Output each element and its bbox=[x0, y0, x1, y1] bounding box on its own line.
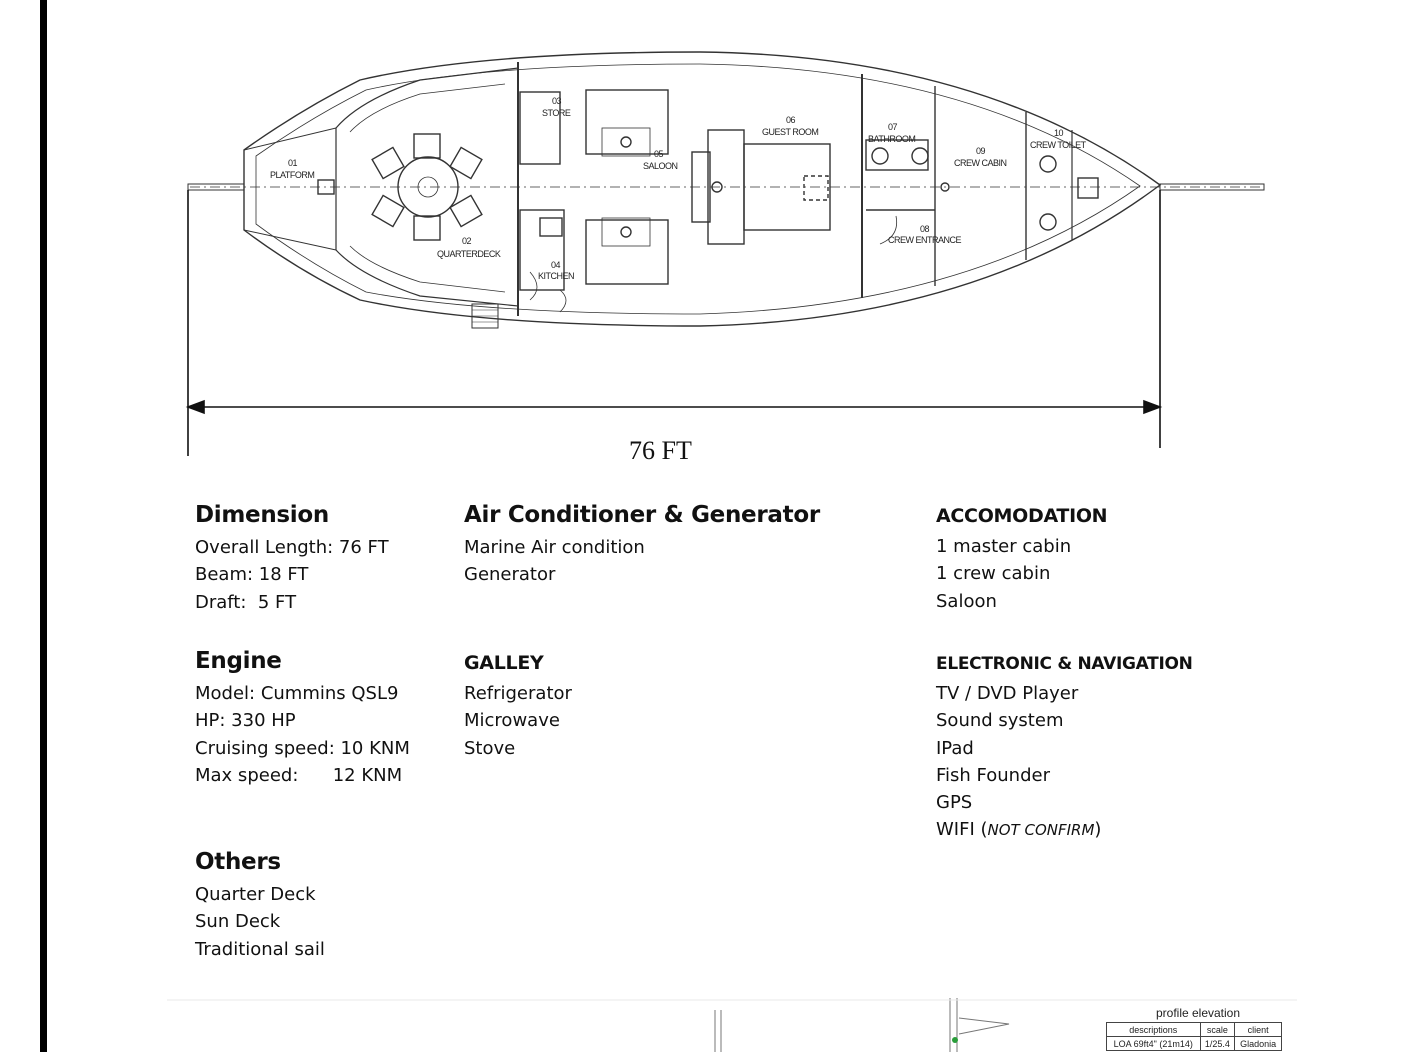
spec-item: Model: Cummins QSL9 bbox=[195, 683, 399, 704]
spec-item: Microwave bbox=[464, 710, 560, 732]
tb-cell: 1/25.4 bbox=[1200, 1037, 1235, 1051]
tb-cell: LOA 69ft4" (21m14) bbox=[1107, 1037, 1201, 1051]
spec-item: Refrigerator bbox=[464, 683, 572, 704]
spec-item: Marine Air condition bbox=[464, 537, 645, 558]
label-saloon: SALOON bbox=[643, 161, 678, 171]
length-dimension-label: 76 FT bbox=[629, 436, 692, 465]
title-block bbox=[1106, 1006, 1282, 1051]
engine-section bbox=[195, 648, 410, 789]
engine-title: Engine bbox=[195, 648, 282, 674]
tb-header: descriptions bbox=[1107, 1023, 1201, 1037]
label-crewcabin-num: 09 bbox=[976, 146, 986, 156]
aircon-title: Air Conditioner & Generator bbox=[464, 502, 820, 528]
spec-item: Saloon bbox=[936, 590, 997, 612]
title-block-heading: profile elevation bbox=[1155, 1006, 1241, 1020]
label-crewcabin: CREW CABIN bbox=[954, 158, 1007, 168]
label-crewtoilet-num: 10 bbox=[1054, 128, 1064, 138]
label-bathroom-num: 07 bbox=[888, 122, 898, 132]
label-kitchen: KITCHEN bbox=[538, 271, 575, 281]
spec-item: Quarter Deck bbox=[195, 884, 316, 905]
spec-item: Fish Founder bbox=[936, 764, 1050, 786]
tb-cell: Gladonia bbox=[1235, 1037, 1282, 1051]
spec-item: Stove bbox=[464, 737, 516, 759]
spec-item: Cruising speed: 10 KNM bbox=[195, 737, 410, 759]
tb-header: client bbox=[1235, 1023, 1282, 1037]
wifi-suffix: ) bbox=[1094, 819, 1102, 841]
spec-item: 1 master cabin bbox=[936, 536, 1072, 557]
dimension-section bbox=[195, 502, 389, 616]
label-platform-num: 01 bbox=[288, 158, 298, 168]
spec-item: Draft: 5 FT bbox=[195, 591, 297, 613]
spec-item: Sun Deck bbox=[195, 911, 281, 933]
spec-item: TV / DVD Player bbox=[936, 683, 1079, 704]
label-crewtoilet: CREW TOILET bbox=[1030, 140, 1086, 150]
label-crewentrance: CREW ENTRANCE bbox=[888, 235, 962, 245]
spec-item: 1 crew cabin bbox=[936, 563, 1051, 585]
wifi-note: NOT CONFIRM bbox=[987, 821, 1095, 840]
label-kitchen-num: 04 bbox=[551, 260, 561, 270]
galley-title: GALLEY bbox=[464, 652, 544, 674]
hull-inner bbox=[256, 64, 1140, 314]
spec-item: Generator bbox=[464, 564, 556, 586]
others-section bbox=[195, 849, 325, 963]
label-quarterdeck-num: 02 bbox=[462, 236, 472, 246]
spec-item: HP: 330 HP bbox=[195, 710, 296, 732]
label-crewentrance-num: 08 bbox=[920, 224, 930, 234]
label-guestroom-num: 06 bbox=[786, 115, 796, 125]
electronic-title: ELECTRONIC & NAVIGATION bbox=[936, 654, 1193, 674]
wifi-item bbox=[936, 816, 1193, 844]
label-store-num: 03 bbox=[552, 96, 562, 106]
spec-item: IPad bbox=[936, 737, 974, 759]
spec-item: Beam: 18 FT bbox=[195, 564, 309, 586]
spec-item: Max speed: 12 KNM bbox=[195, 764, 403, 786]
tb-header: scale bbox=[1200, 1023, 1235, 1037]
spec-item: GPS bbox=[936, 792, 973, 814]
accomodation-section bbox=[936, 505, 1107, 615]
label-store: STORE bbox=[542, 108, 571, 118]
label-saloon-num: 05 bbox=[654, 149, 664, 159]
hull-outline bbox=[244, 52, 1160, 326]
label-guestroom: GUEST ROOM bbox=[762, 127, 819, 137]
spec-item: Overall Length: 76 FT bbox=[195, 537, 389, 558]
length-dimension-line bbox=[188, 190, 1160, 456]
label-quarterdeck: QUARTERDECK bbox=[437, 249, 501, 259]
label-platform: PLATFORM bbox=[270, 170, 315, 180]
deck-plan-drawing bbox=[0, 0, 1403, 470]
accomodation-title: ACCOMODATION bbox=[936, 505, 1108, 527]
title-block-table bbox=[1106, 1022, 1282, 1051]
label-bathroom: BATHROOM bbox=[868, 134, 916, 144]
room-labels bbox=[270, 96, 1087, 281]
electronic-section bbox=[936, 654, 1193, 845]
dimension-title: Dimension bbox=[195, 502, 329, 528]
others-title: Others bbox=[195, 849, 281, 875]
aircon-section bbox=[464, 502, 820, 589]
spec-item: Sound system bbox=[936, 710, 1064, 732]
wifi-prefix: WIFI ( bbox=[936, 819, 988, 841]
spec-item: Traditional sail bbox=[195, 938, 325, 960]
galley-section bbox=[464, 652, 572, 762]
